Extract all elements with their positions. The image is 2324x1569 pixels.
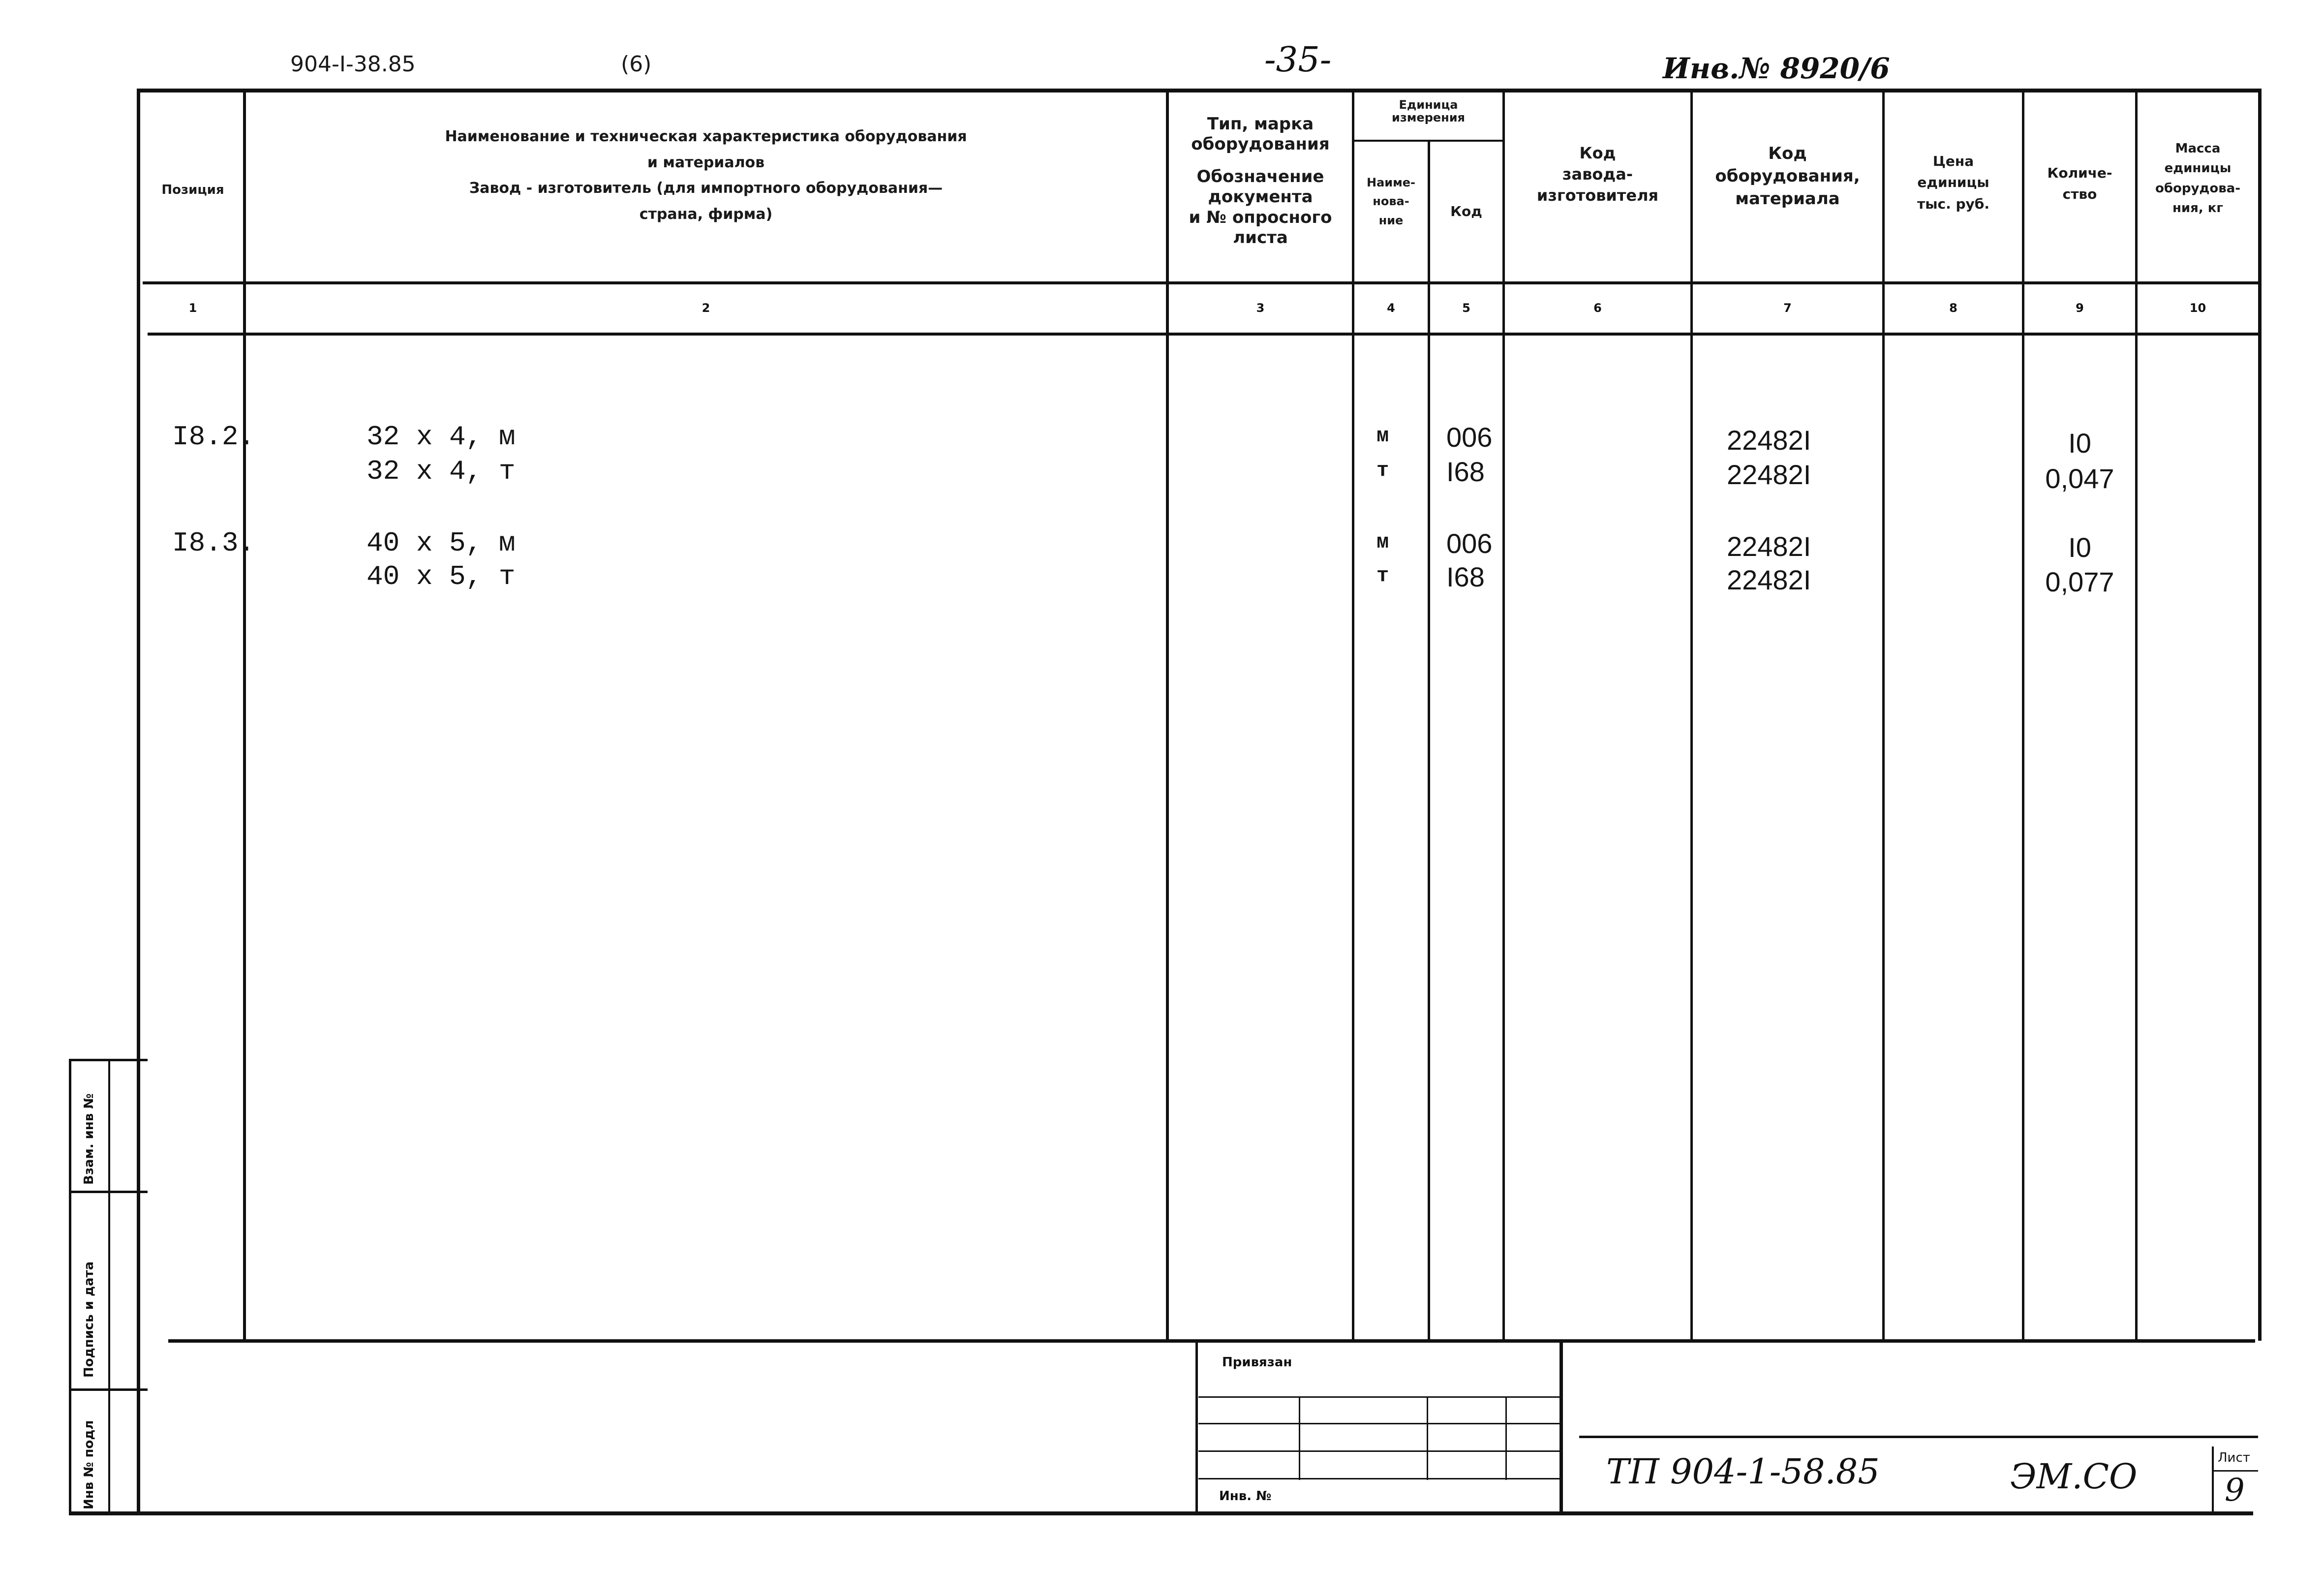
col-num-4: 4: [1387, 301, 1395, 315]
quantity-cell: 0,047: [2045, 463, 2114, 494]
name-cell: 40 х 5, м: [367, 527, 516, 559]
unit-cell: м: [1376, 424, 1389, 448]
material-code-cell: 22482I: [1727, 564, 1811, 595]
col-num-7: 7: [1783, 301, 1792, 315]
position-cell: I8.2.: [172, 421, 255, 453]
col-num-2: 2: [702, 301, 710, 315]
name-cell: 32 х 4, м: [367, 421, 516, 453]
project-code: 904-I-38.85: [290, 52, 416, 77]
position-cell: I8.3.: [172, 527, 255, 559]
col-num-5: 5: [1462, 301, 1470, 315]
stamp-inv-label: Инв. №: [1219, 1489, 1272, 1504]
side-stamp-original-inv: Инв № подл: [82, 1420, 96, 1509]
stamp-sheet-number: 9: [2225, 1472, 2245, 1508]
stamp-sheet-label: Лист: [2218, 1450, 2250, 1465]
side-stamp-replaced-inv: Взам. инв №: [82, 1093, 96, 1185]
col-num-1: 1: [188, 301, 197, 315]
col8-header: Цена единицы тыс. руб.: [1917, 153, 1989, 212]
stamp-designation: ТП 904-1-58.85: [1606, 1451, 1880, 1492]
col3-header: Тип, марка оборудования Обозначение документа и № опросного листа: [1189, 114, 1332, 248]
col5-header: Код: [1450, 203, 1482, 219]
material-code-cell: 22482I: [1727, 425, 1811, 456]
col4-header: Наиме- нова- ние: [1367, 176, 1415, 227]
name-cell: 40 х 5, т: [367, 561, 516, 592]
unit-code-cell: I68: [1446, 561, 1485, 592]
col2-header: Наименование и техническая характеристика оборудования и материалов Завод - изготовитель (для импортного оборудования— страна, фирма): [445, 128, 967, 223]
unit-cell: м: [1376, 530, 1389, 554]
col6-header: Код завода- изготовителя: [1536, 144, 1659, 205]
unit-cell: т: [1376, 564, 1389, 587]
unit-code-cell: 006: [1446, 528, 1493, 559]
col7-header: Код оборудования, материала: [1715, 144, 1860, 209]
col10-header: Масса единицы оборудова- ния, кг: [2155, 141, 2241, 215]
side-stamp-signature-date: Подпись и дата: [82, 1261, 96, 1378]
quantity-cell: I0: [2068, 532, 2091, 563]
sheet-marker: (6): [621, 52, 652, 77]
col-num-8: 8: [1949, 301, 1957, 315]
quantity-cell: I0: [2068, 428, 2091, 459]
col-num-9: 9: [2076, 301, 2084, 315]
stamp-bound-label: Привязан: [1222, 1355, 1292, 1370]
unit-group-header: Единица измерения: [1392, 98, 1465, 125]
material-code-cell: 22482I: [1727, 531, 1811, 562]
col-num-3: 3: [1256, 301, 1265, 315]
col-num-6: 6: [1593, 301, 1602, 315]
unit-code-cell: I68: [1446, 456, 1485, 487]
col9-header: Количе- ство: [2047, 165, 2112, 203]
name-cell: 32 х 4, т: [367, 456, 516, 487]
inventory-number: Инв.№ 8920/6: [1663, 52, 1890, 85]
unit-code-cell: 006: [1446, 422, 1493, 453]
material-code-cell: 22482I: [1727, 459, 1811, 490]
col1-header: Позиция: [161, 183, 224, 197]
quantity-cell: 0,077: [2045, 566, 2114, 597]
unit-cell: т: [1376, 459, 1389, 482]
page-number: -35-: [1264, 39, 1332, 80]
col-num-10: 10: [2189, 301, 2206, 315]
stamp-section: ЭМ.СО: [2010, 1456, 2138, 1497]
